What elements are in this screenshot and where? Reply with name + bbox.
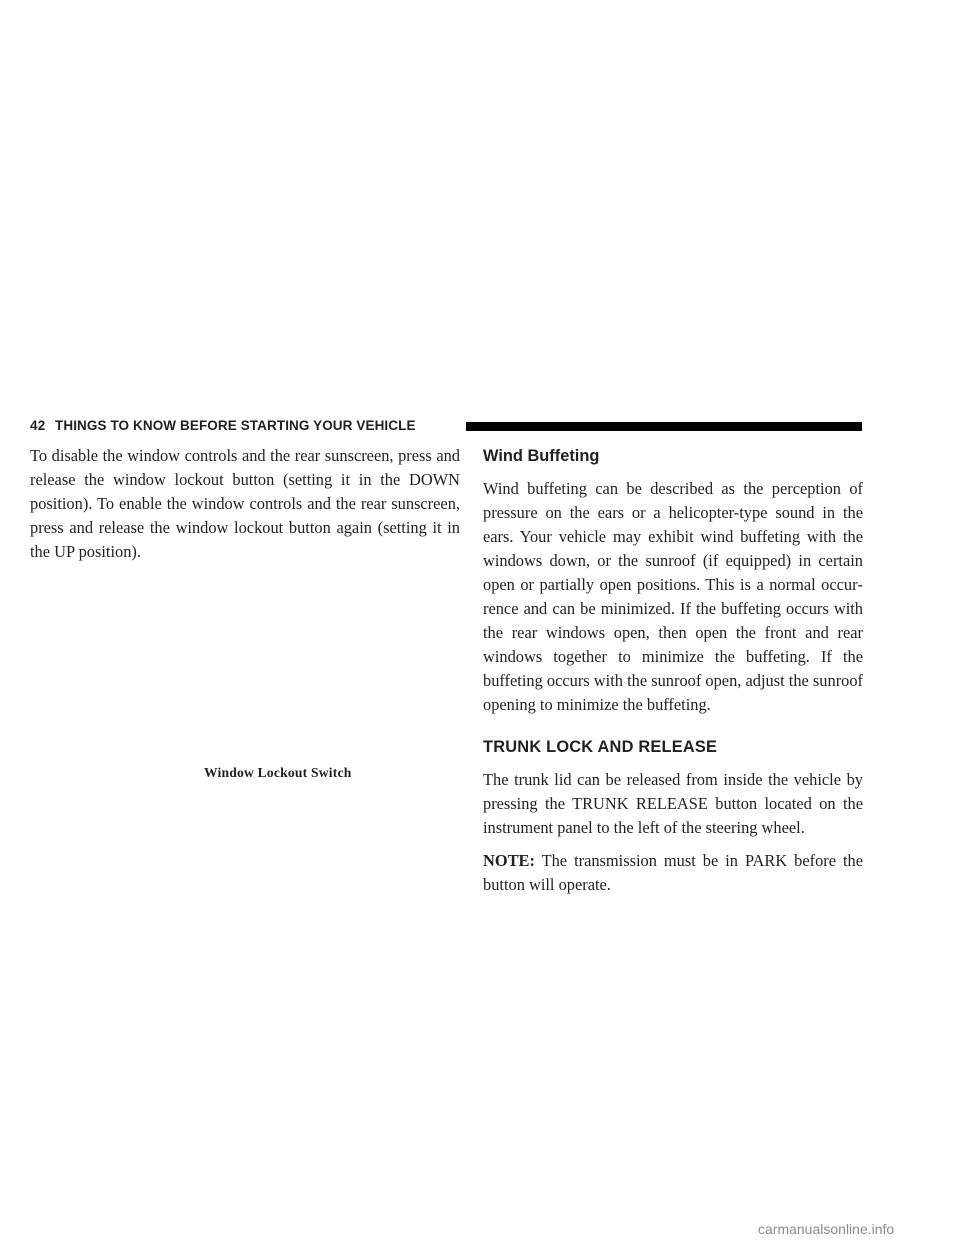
wind-buffeting-paragraph: Wind buffeting can be described as the perception of pressure on the ears or a helicopter-type sound in the ears. Your vehicle may exhibit wind buffeting with the windows down, or the sunroof (if equipped) in certain open or partially open positions. This is a normal occurrence and can be minimized. If the buffeting occurs with the rear windows open, then open the front and rear windows together to minimize the buffeting. If the buffeting occurs with the sunroof open, adjust the sunroof opening to minimize the buffeting.	[483, 479, 863, 714]
left-column	[30, 444, 460, 564]
note-paragraph	[483, 849, 863, 897]
figure-caption: Window Lockout Switch	[204, 765, 352, 780]
watermark-text: carmanualsonline.info	[758, 1221, 895, 1237]
note-label: NOTE:	[483, 851, 535, 870]
page-number: 42	[30, 418, 46, 433]
trunk-lock-heading: TRUNK LOCK AND RELEASE	[483, 738, 718, 756]
page-header	[30, 417, 862, 435]
note-text: The transmission must be in PARK before the button will operate.	[483, 851, 863, 894]
wind-buffeting-heading: Wind Buffeting	[483, 447, 600, 465]
header-rule-bar	[466, 422, 862, 431]
section-title: THINGS TO KNOW BEFORE STARTING YOUR VEHICLE	[55, 418, 416, 433]
window-lockout-paragraph: To disable the window controls and the rear sunscreen, press and release the window lockout button (setting it in the DOWN position). To enable the window controls and the rear sunscreen, press and release the window lockout button again (setting it in the UP position).	[30, 446, 460, 561]
right-column	[483, 444, 863, 897]
trunk-release-paragraph: The trunk lid can be released from inside the vehicle by pressing the TRUNK RELEASE button located on the instrument panel to the left of the steering wheel.	[483, 770, 863, 837]
